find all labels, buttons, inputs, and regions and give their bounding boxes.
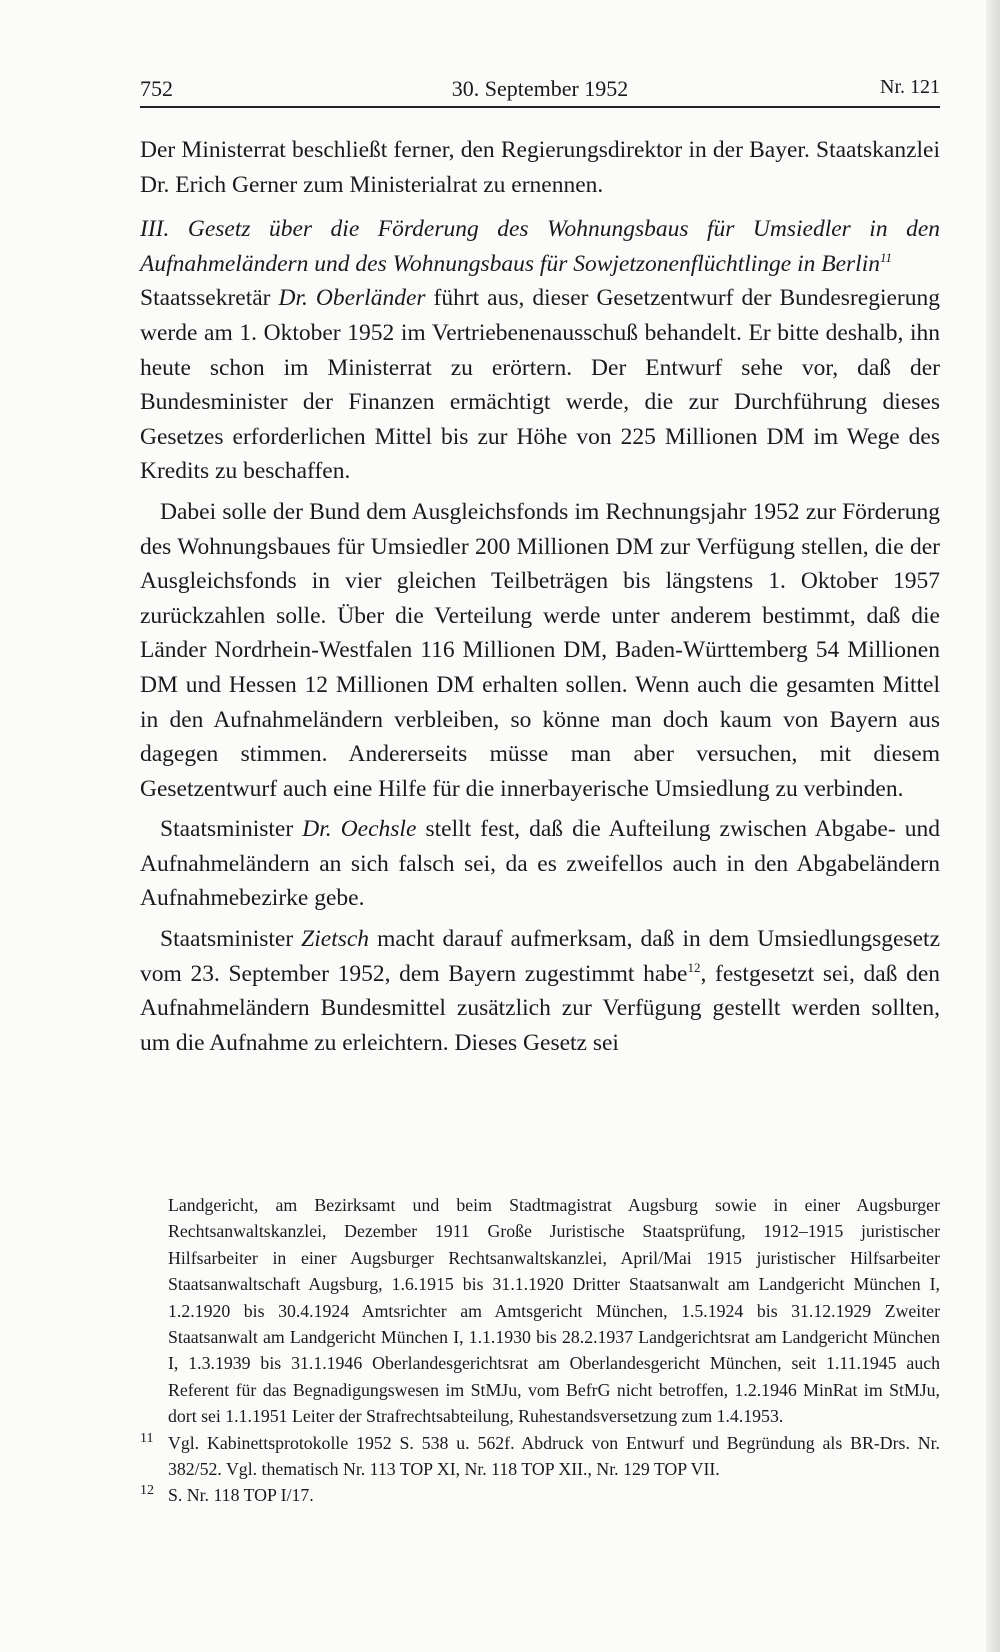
paragraph: [140, 922, 940, 1060]
paragraph-text: führt aus, dieser Gesetzentwurf der Bundesregierung werde am 1. Oktober 1952 im Vertriebenenausschuß behandelt. Er bitte deshalb, ihn heute schon im Ministerrat zu erörtern. Der Entwurf sehe vor, daß der Bundesminister der Finanzen ermächtigt werde, die zur Durchführung dieses Gesetzes erforderlichen Mittel bis zur Höhe von 225 Millionen DM im Wege des Kredits zu beschaffen.: [140, 285, 940, 485]
paragraph: [140, 812, 940, 916]
footnote-ref: 12: [687, 959, 701, 975]
footnote-number: 12: [140, 1483, 154, 1499]
header-date: 30. September 1952: [451, 76, 629, 101]
paragraph: [140, 495, 940, 806]
paragraph-text: Staatsminister: [160, 816, 303, 843]
paragraph-text: Dabei solle der Bund dem Ausgleichsfonds im Rechnungsjahr 1952 zur Förderung des Wohnungsbaues für Umsiedler 200 Millionen DM zur Verfügung stellen, die der Ausgleichsfonds in vier gleichen Teilbeträgen bis längstens 1. Oktober 1957 zurückzahlen solle. Über die Verteilung werde unter anderem bestimmt, daß die Länder Nordrhein-Westfalen 116 Millionen DM, Baden-Württemberg 54 Millionen DM und Hessen 12 Millionen DM erhalten sollen. Wenn auch die gesamten Mittel in den Aufnahmeländern verbleiben, so könne man doch kaum von Bayern aus dagegen stimmen. Andererseits müsse man aber versuchen, mit diesem Gesetzentwurf auch eine Hilfe für die innerbayerische Umsiedlung zu verbinden.: [140, 498, 940, 802]
speaker-name: Dr. Oechsle: [302, 816, 417, 843]
issue-number: Nr. 121: [880, 76, 940, 98]
paragraph-text: Staatssekretär: [140, 285, 279, 312]
paragraph: [140, 281, 940, 489]
footnote-text: Vgl. Kabinettsprotokolle 1952 S. 538 u. 562f. Abdruck von Entwurf und Begründung als BR-Drs. Nr. 382/52. Vgl. thematisch Nr. 113 TOP XI, Nr. 118 TOP XII., Nr. 129 TOP VII.: [168, 1432, 940, 1480]
speaker-name: Zietsch: [301, 926, 370, 953]
footnote-number: 11: [140, 1430, 154, 1446]
footnote-ref: 11: [880, 249, 893, 265]
footnote-text: S. Nr. 118 TOP I/17.: [168, 1485, 314, 1506]
paragraph-text: macht darauf aufmerksam, daß in dem Umsiedlungsgesetz vom 23. September 1952, dem Bayern zugestimmt habe: [140, 926, 940, 987]
page-edge-shadow: [986, 0, 1000, 1652]
paragraph-text: Der Ministerrat beschließt ferner, den Regierungsdirektor in der Bayer. Staatskanzlei Dr. Erich Gerner zum Ministerialrat zu ernennen.: [140, 137, 940, 198]
speaker-name: Dr. Oberländer: [278, 285, 426, 312]
running-header: [140, 70, 940, 108]
paragraph: [140, 133, 940, 202]
paragraph-text: stellt fest, daß die Aufteilung zwischen Abgabe- und Aufnahmeländern an sich falsch sei, da es zweifellos auch in den Abgabeländern Aufnahmebezirke gebe.: [140, 816, 940, 912]
footnotes: [140, 1192, 940, 1509]
page-number: 752: [140, 76, 173, 101]
section-heading: [140, 212, 940, 281]
footnote-continued: Landgericht, am Bezirksamt und beim Stadtmagistrat Augsburg sowie in einer Augsburger Rechtsanwaltskanzlei, Dezember 1911 Große Juristische Staatsprüfung, 1912–1915 juristischer Hilfsarbeiter in einer Augsburger Rechtsanwaltskanzlei, April/Mai 1915 juristischer Hilfsarbeiter Staatsanwaltschaft Augsburg, 1.6.1915 bis 31.1.1920 Dritter Staatsanwalt am Landgericht München I, 1.2.1920 bis 30.4.1924 Amtsrichter am Amtsgericht München, 1.5.1924 bis 31.12.1929 Zweiter Staatsanwalt am Landgericht München I, 1.1.1930 bis 28.2.1937 Landgerichtsrat am Landgericht München I, 1.3.1939 bis 31.1.1946 Oberlandesgerichtsrat am Oberlandesgericht München, seit 1.11.1945 auch Referent für das Begnadigungswesen im StMJu, vom BefrG nicht betroffen, 1.2.1946 MinRat im StMJu, dort sei 1.1.1951 Leiter der Strafrechtsabteilung, Ruhestandsversetzung zum 1.4.1953.: [168, 1195, 940, 1427]
heading-text: III. Gesetz über die Förderung des Wohnungsbaus für Umsiedler in den Aufnahmeländern und des Wohnungsbaus für Sowjetzonenflüchtlinge in Berlin: [140, 216, 940, 277]
paragraph-text: , festgesetzt sei, daß den Aufnahmeländern Bundesmittel zusätzlich zur Verfügung gestellt werden sollten, um die Aufnahme zu erleichtern. Dieses Gesetz sei: [140, 960, 941, 1056]
footnote: [140, 1430, 940, 1483]
paragraph-text: Staatsminister: [160, 926, 302, 953]
main-text: [140, 133, 940, 1066]
footnote: [140, 1482, 940, 1508]
